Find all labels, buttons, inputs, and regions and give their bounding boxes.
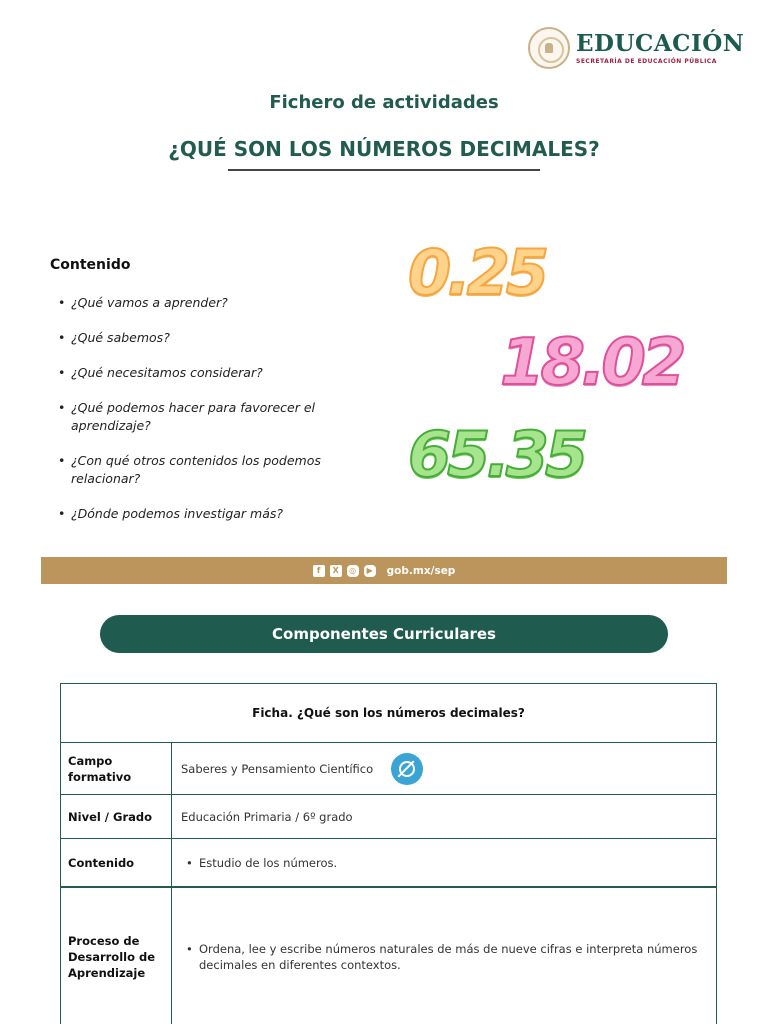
question-item: • ¿Qué sabemos? <box>58 329 358 347</box>
table-row <box>61 795 716 839</box>
question-item: • ¿Qué necesitamos considerar? <box>58 364 358 382</box>
table-row <box>61 888 716 1024</box>
social-bar <box>41 557 727 584</box>
national-seal-icon <box>528 27 570 69</box>
question-item: • ¿Dónde podemos investigar más? <box>58 505 358 523</box>
gob-mx-link[interactable]: gob.mx/sep <box>386 564 456 577</box>
x-icon[interactable]: X <box>330 565 342 577</box>
decorative-number-green: 65.35 <box>408 418 585 491</box>
table-row <box>61 743 716 795</box>
row-label: Proceso de Desarrollo de Aprendizaje <box>61 888 172 1024</box>
ficha-table <box>60 683 717 1024</box>
sep-logo <box>528 26 744 70</box>
row-value <box>172 888 716 1024</box>
logo-title: EDUCACIÓN <box>576 29 745 57</box>
decorative-number-orange: 0.25 <box>408 236 545 309</box>
table-header-row <box>61 684 716 743</box>
question-item: • ¿Qué vamos a aprender? <box>58 294 358 312</box>
contenido-heading: Contenido <box>50 257 131 273</box>
question-list <box>58 294 358 540</box>
logo-subtitle: SECRETARÍA DE EDUCACIÓN PÚBLICA <box>576 57 717 65</box>
campo-formativo-icon <box>391 753 423 785</box>
table-header: Ficha. ¿Qué son los números decimales? <box>252 706 525 720</box>
section-header-pill: Componentes Curriculares <box>100 615 668 653</box>
question-item: • ¿Con qué otros contenidos los podemos relacionar? <box>58 452 358 488</box>
decorative-number-pink: 18.02 <box>500 326 683 400</box>
row-label: Contenido <box>61 839 172 886</box>
row-label: Campo formativo <box>61 743 172 794</box>
page-title: ¿QUÉ SON LOS NÚMEROS DECIMALES? <box>168 137 600 161</box>
title-underline <box>228 169 540 171</box>
table-row <box>61 839 716 888</box>
row-value <box>172 743 716 794</box>
row-label: Nivel / Grado <box>61 795 172 838</box>
document-series: Fichero de actividades <box>269 92 499 113</box>
campo-formativo-value: Saberes y Pensamiento Científico <box>181 761 374 776</box>
instagram-icon[interactable]: ◎ <box>347 565 359 577</box>
logo-text <box>576 29 745 65</box>
row-value <box>172 839 716 886</box>
list-item: • Ordena, lee y escribe números naturales de más de nueve cifras e interpreta números decimales en diferentes contextos. <box>181 941 716 973</box>
row-value: Educación Primaria / 6º grado <box>181 809 353 824</box>
list-item: • Estudio de los números. <box>181 855 337 871</box>
youtube-icon[interactable]: ▶ <box>364 565 376 577</box>
facebook-icon[interactable]: f <box>313 565 325 577</box>
question-item: • ¿Qué podemos hacer para favorecer el aprendizaje? <box>58 399 358 435</box>
